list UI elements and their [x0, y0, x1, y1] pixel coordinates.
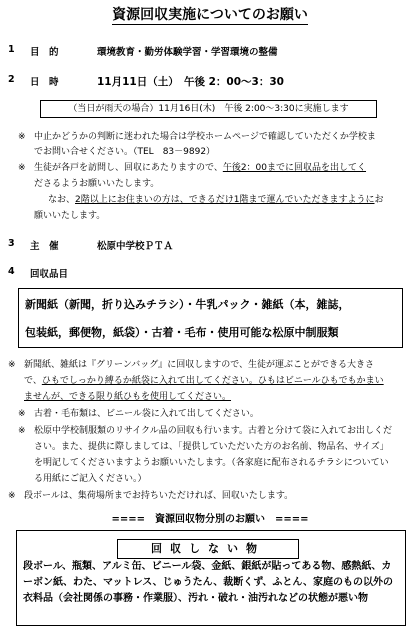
section-1-text: 環境教育・勤労体験学習・学習環境の整備 — [97, 47, 278, 58]
not-collected-heading: 回収しない物 — [117, 539, 299, 559]
section-3-text: 松原中学校ＰＴＡ — [97, 241, 174, 252]
page-title: 資源回収実施についてのお願い — [112, 7, 308, 23]
item-note-c-line-2: さい。また、提供に際しましては、「提供していただいた方のお名前、物品名、サイズ」 — [34, 442, 389, 452]
item-note-d-mark: ※ — [8, 491, 16, 501]
collection-items-line-1: 新聞紙（新聞，折り込みチラシ）・牛乳パック・雑紙（本，雑誌， — [25, 298, 350, 311]
note-2-upper-floor: 2階以上にお住まいの方は、できるだけ1階まで運んでいただきますように — [75, 195, 375, 205]
section-2-text: 11月11日（土） 午後 2：00～3：30 — [97, 76, 284, 88]
item-note-a-line-3: ませんが、できる限り紙ひもを使用してください。 — [24, 392, 232, 402]
collection-items-line-2: 包装紙，郵便物，紙袋）・古着・毛布・使用可能な松原中制服類 — [25, 326, 339, 339]
item-note-a-line-1: 新聞紙、雑紙は『グリーンバッグ』に回収しますので、生徒が運ぶことができる大きさ — [24, 360, 375, 370]
item-note-c-line-4: る用紙にご記入ください。） — [34, 474, 147, 484]
note-1-mark: ※ — [18, 132, 26, 142]
note-2-deadline: 午後2：00までに回収品を出してく — [222, 163, 367, 173]
note-2-line-4: 願いいたします。 — [34, 211, 106, 221]
note-2-line-3-end: お — [374, 195, 384, 205]
item-note-b-mark: ※ — [18, 409, 26, 419]
note-2-mark: ※ — [18, 163, 26, 173]
note-2-line-1-plain: 生徒が各戸を訪問し、回収にあたりますので、 — [34, 163, 223, 173]
section-1-number: 1 — [8, 44, 15, 55]
section-2-number: 2 — [8, 74, 15, 85]
note-1-line-2: でお問い合せください。（TEL 83－9892） — [34, 147, 216, 157]
not-collected-box — [16, 530, 406, 626]
item-note-b-line-1: 古着・毛布類は、ビニール袋に入れて出してください。 — [34, 409, 259, 419]
item-note-a-mark: ※ — [8, 360, 16, 370]
item-note-d-line-1: 段ボールは、集荷場所までお持ちいただければ、回収いたします。 — [24, 491, 294, 501]
section-1-label: 目 的 — [30, 47, 59, 58]
note-2-line-3 — [48, 193, 384, 208]
note-2-line-1 — [34, 161, 366, 176]
not-collected-list: 段ボール、瓶類、アルミ缶、ビニール袋、金紙、銀紙が貼ってある物、感熱紙、カーボン紙、わた、マットレス、じゅうたん、裁断くず、ふとん、家庭のもの以外の衣料品（会社関係の事務・作業服）、汚れ・破れ・油汚れなどの状態が悪い物 — [23, 561, 393, 604]
section-3-label: 主 催 — [30, 241, 59, 252]
item-note-a-tie-instruction: ひもでしっかり縛るか紙袋に入れて出してください。ひもはビニールひもでもかまい — [41, 376, 384, 386]
item-note-c-line-3: を明記してくださいますようお願いいたします。（各家庭に配布されるチラシについてい — [34, 458, 389, 468]
item-note-c-line-1: 松原中学校制服類のリサイクル品の回収も行います。古着と分けて袋に入れてお出しくだ — [34, 426, 393, 436]
note-1-line-1: 中止かどうかの判断に迷われた場合は学校ホームページで確認していただくか学校ま — [34, 132, 376, 142]
section-4-label: 回収品目 — [30, 269, 69, 280]
sorting-request-heading: ==== 資源回収物分別のお願い ==== — [111, 514, 309, 525]
section-2-label: 日 時 — [30, 77, 59, 88]
collection-items-box — [18, 288, 403, 348]
section-3-number: 3 — [8, 238, 15, 249]
item-note-c-mark: ※ — [18, 426, 26, 436]
item-note-a-line-2 — [24, 374, 384, 389]
note-2-line-3-plain: なお、 — [48, 195, 76, 205]
item-note-a-line-2-plain: で、 — [24, 376, 42, 386]
rain-date-box: （当日が雨天の場合）11月16日(木) 午後 2:00～3:30に実施します — [40, 100, 377, 118]
note-2-line-2: ださるようお願いいたします。 — [34, 179, 160, 189]
section-4-number: 4 — [8, 266, 15, 277]
